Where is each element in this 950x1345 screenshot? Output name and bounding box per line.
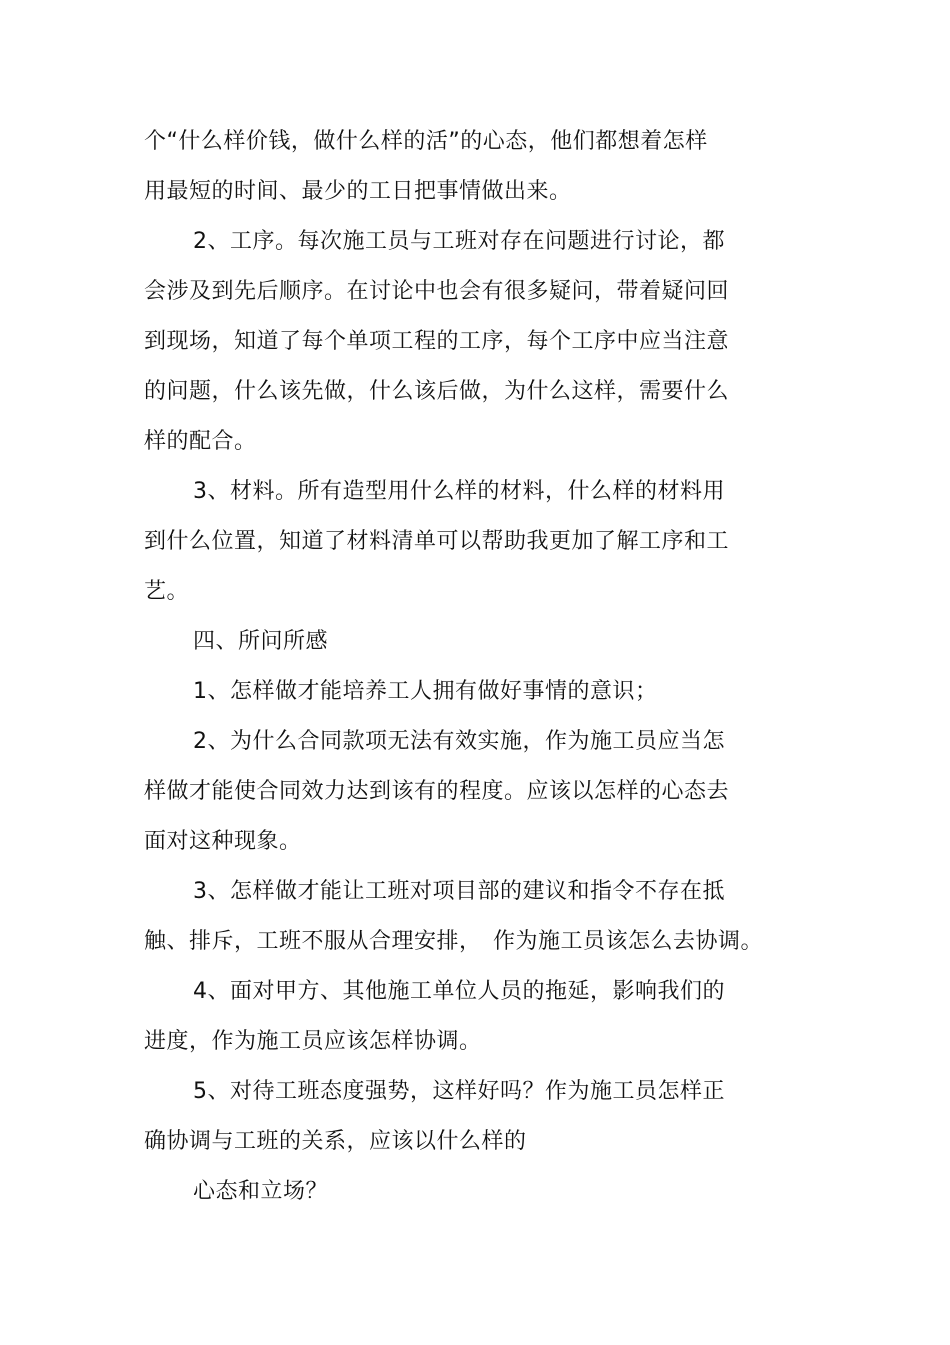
paragraph-line: 3、材料。所有造型用什么样的材料，什么样的材料用 xyxy=(193,479,725,504)
paragraph-line: 1、怎样做才能培养工人拥有做好事情的意识； xyxy=(193,679,658,704)
paragraph-line: 用最短的时间、最少的工日把事情做出来。 xyxy=(144,179,572,204)
paragraph-line: 3、怎样做才能让工班对项目部的建议和指令不存在抵 xyxy=(193,879,725,904)
paragraph-line: 样的配合。 xyxy=(144,429,257,454)
paragraph-line: 5、对待工班态度强势，这样好吗？作为施工员怎样正 xyxy=(193,1079,725,1104)
paragraph-line: 样做才能使合同效力达到该有的程度。应该以怎样的心态去 xyxy=(144,779,730,804)
paragraph-line: 确协调与工班的关系，应该以什么样的 xyxy=(144,1129,527,1154)
paragraph-line: 的问题，什么该先做，什么该后做，为什么这样，需要什么 xyxy=(144,379,730,404)
paragraph-line: 会涉及到先后顺序。在讨论中也会有很多疑问，带着疑问回 xyxy=(144,279,730,304)
paragraph-line: 触、排斥，工班不服从合理安排， 作为施工员该怎么去协调。 xyxy=(144,929,764,954)
paragraph-line: 个“什么样价钱，做什么样的活”的心态，他们都想着怎样 xyxy=(144,129,708,154)
paragraph-line: 艺。 xyxy=(144,579,190,604)
paragraph-line: 2、工序。每次施工员与工班对存在问题进行讨论，都 xyxy=(193,229,725,254)
paragraph-line: 到现场，知道了每个单项工程的工序，每个工序中应当注意 xyxy=(144,329,730,354)
paragraph-line: 进度，作为施工员应该怎样协调。 xyxy=(144,1029,482,1054)
section-heading: 四、所问所感 xyxy=(193,629,329,654)
paragraph-line: 心态和立场？ xyxy=(193,1179,329,1204)
paragraph-line: 4、面对甲方、其他施工单位人员的拖延，影响我们的 xyxy=(193,979,725,1004)
paragraph-line: 到什么位置，知道了材料清单可以帮助我更加了解工序和工 xyxy=(144,529,730,554)
paragraph-line: 面对这种现象。 xyxy=(144,829,302,854)
paragraph-line: 2、为什么合同款项无法有效实施，作为施工员应当怎 xyxy=(193,729,725,754)
